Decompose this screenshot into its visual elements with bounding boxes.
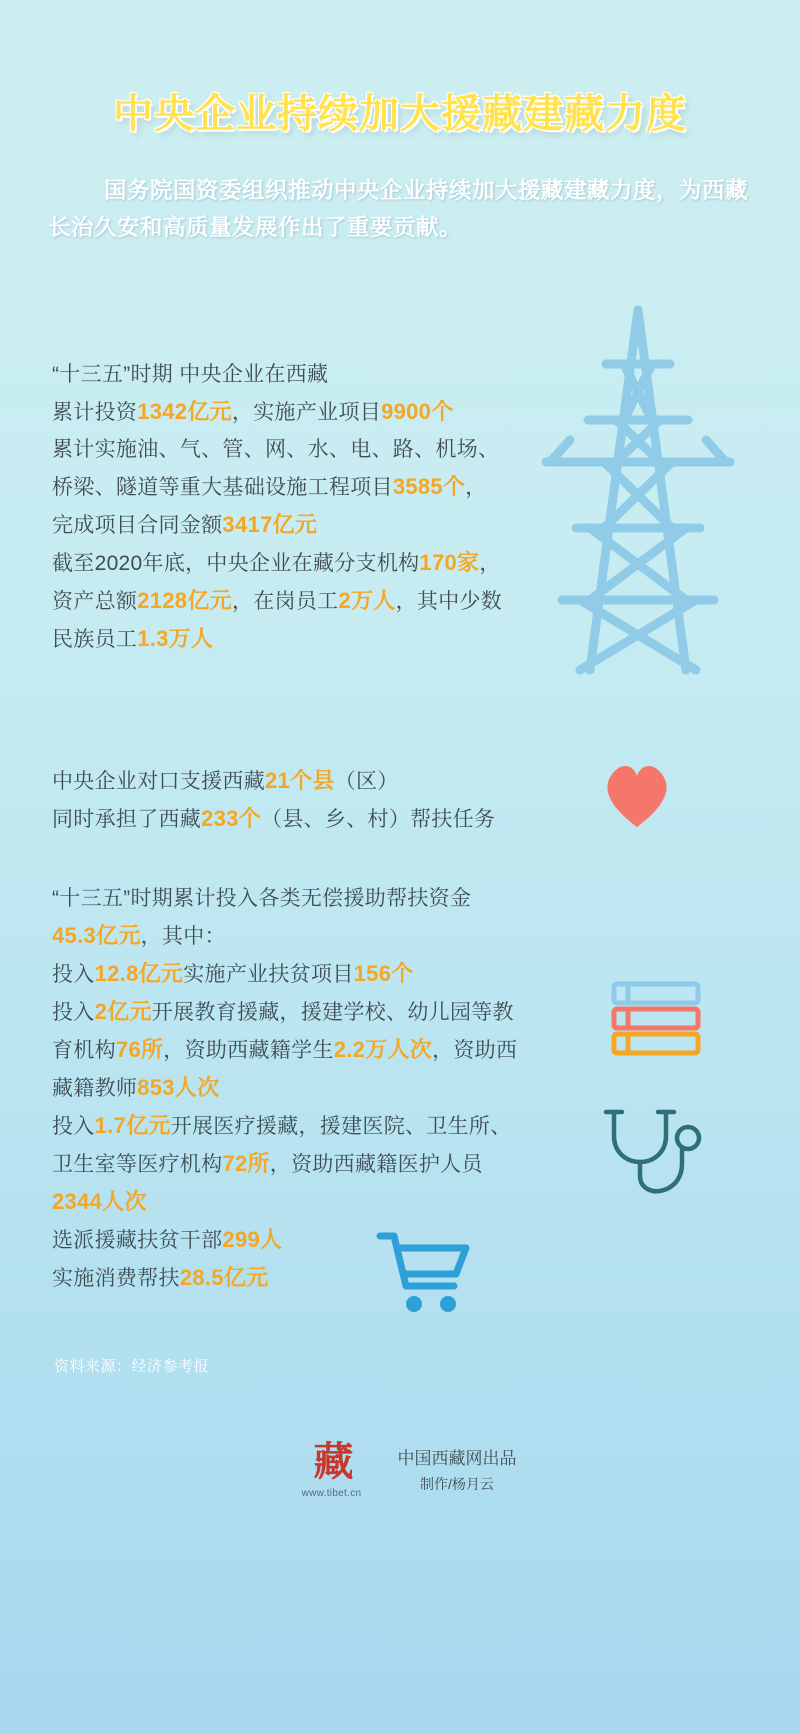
text-segment: “十三五”时期 中央企业在西藏	[52, 363, 329, 386]
text-segment: ，资助西	[432, 1039, 518, 1062]
logo-mark: 藏	[313, 1439, 350, 1485]
text-segment: 投入	[52, 963, 95, 986]
text-segment: 累计实施油、气、管、网、水、电、路、机场、	[52, 438, 500, 461]
text-segment: 中央企业对口支援西藏	[52, 770, 265, 793]
lead-paragraph: 国务院国资委组织推动中央企业持续加大援藏建藏力度，为西藏长治久安和高质量发展作出了重要贡献。	[48, 178, 749, 240]
text-segment: ，资助西藏籍学生	[163, 1039, 334, 1062]
text-segment: 资产总额	[52, 590, 138, 613]
highlighted-figure: 2128亿元	[137, 588, 232, 613]
text-line	[52, 468, 752, 506]
text-segment: 桥梁、隧道等重大基础设施工程项目	[52, 476, 393, 499]
text-segment: 藏籍教师	[52, 1077, 138, 1100]
text-segment: 完成项目合同金额	[52, 514, 223, 537]
highlighted-figure: 12.8亿元	[94, 961, 184, 986]
highlighted-figure: 45.3亿元	[52, 923, 141, 948]
text-line	[52, 431, 752, 468]
text-line	[52, 993, 752, 1031]
publisher-logo	[284, 1440, 380, 1499]
highlighted-figure: 853人次	[137, 1075, 220, 1100]
text-line	[52, 955, 752, 993]
text-line	[52, 1031, 752, 1069]
highlighted-figure: 1342亿元	[137, 399, 232, 424]
text-segment: “十三五”时期累计投入各类无偿援助帮扶资金	[52, 887, 472, 910]
text-line	[52, 506, 752, 544]
footer-publisher: 中国西藏网出品	[397, 1449, 517, 1468]
text-segment: 实施产业扶贫项目	[183, 963, 354, 986]
logo-url: www.tibet.cn	[301, 1488, 362, 1499]
stats-block-counties	[52, 762, 752, 838]
text-line	[52, 1069, 752, 1107]
footer	[0, 1440, 800, 1499]
highlighted-figure: 3417亿元	[222, 512, 318, 537]
page-title: 中央企业持续加大援藏建藏力度	[113, 91, 687, 137]
highlighted-figure: 76所	[115, 1037, 164, 1062]
text-segment: ，实施产业项目	[231, 401, 382, 424]
text-segment: 截至2020年底，中央企业在藏分支机构	[52, 552, 420, 575]
text-segment: ，	[479, 552, 501, 575]
highlighted-figure: 21个县	[265, 768, 335, 793]
text-line	[52, 620, 752, 658]
highlighted-figure: 2344人次	[52, 1189, 147, 1214]
text-line	[52, 544, 752, 582]
text-segment: 育机构	[52, 1039, 116, 1062]
source-line: 资料来源：经济参考报	[54, 1358, 210, 1375]
text-line	[52, 356, 752, 393]
stats-block-aid-funds	[52, 880, 752, 1297]
text-line	[52, 762, 752, 800]
text-segment: 开展医疗援藏，援建医院、卫生所、	[170, 1115, 512, 1138]
text-line	[52, 880, 752, 917]
text-segment: 开展教育援藏，援建学校、幼儿园等教	[151, 1001, 514, 1024]
text-segment: ，	[465, 476, 487, 499]
text-segment: ，其中：	[140, 925, 226, 948]
text-line	[52, 1107, 752, 1145]
highlighted-figure: 9900个	[381, 399, 454, 424]
text-segment: 民族员工	[52, 628, 138, 651]
text-line	[52, 1145, 752, 1183]
text-line	[52, 917, 752, 955]
text-segment: 卫生室等医疗机构	[52, 1153, 223, 1176]
stats-block-investment	[52, 356, 752, 658]
text-segment: 投入	[52, 1115, 95, 1138]
text-line	[52, 1183, 752, 1221]
text-segment: 投入	[52, 1001, 95, 1024]
text-segment: 同时承担了西藏	[52, 808, 202, 831]
highlighted-figure: 156个	[353, 961, 414, 986]
text-segment: （区）	[334, 770, 399, 793]
highlighted-figure: 28.5亿元	[179, 1265, 269, 1290]
text-segment: ，资助西藏籍医护人员	[269, 1153, 483, 1176]
text-segment: （县、乡、村）帮扶任务	[261, 808, 496, 831]
highlighted-figure: 3585个	[392, 474, 466, 499]
highlighted-figure: 233个	[201, 806, 262, 831]
footer-credits	[398, 1440, 517, 1496]
text-line	[52, 393, 752, 431]
highlighted-figure: 1.3万人	[137, 626, 214, 651]
text-segment: ，在岗员工	[231, 590, 339, 613]
highlighted-figure: 1.7亿元	[94, 1113, 171, 1138]
text-line	[52, 1259, 752, 1297]
highlighted-figure: 72所	[222, 1151, 270, 1176]
text-segment: 累计投资	[52, 401, 138, 424]
text-segment: 实施消费帮扶	[52, 1267, 180, 1290]
highlighted-figure: 2.2万人次	[333, 1037, 433, 1062]
text-segment: ，其中少数	[395, 590, 503, 613]
highlighted-figure: 2万人	[338, 588, 396, 613]
text-segment: 选派援藏扶贫干部	[52, 1229, 223, 1252]
text-line	[52, 800, 752, 838]
text-line	[52, 1221, 752, 1259]
highlighted-figure: 170家	[419, 550, 480, 575]
highlighted-figure: 2亿元	[94, 999, 152, 1024]
footer-author: 制作/杨月云	[420, 1476, 494, 1492]
highlighted-figure: 299人	[222, 1227, 283, 1252]
text-line	[52, 582, 752, 620]
